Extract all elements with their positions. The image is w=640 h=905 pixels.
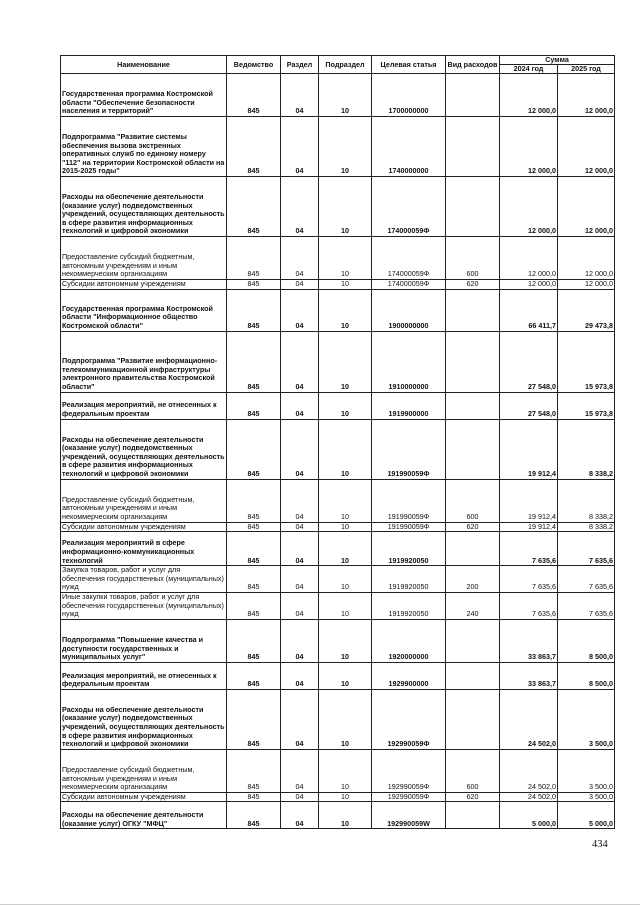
row-sum-2024: 7 635,6 <box>500 566 558 593</box>
row-subsection: 10 <box>319 392 372 419</box>
row-dept: 845 <box>227 392 281 419</box>
row-dept: 845 <box>227 479 281 522</box>
row-name: Иные закупки товаров, работ и услуг для обеспечения государственных (муниципальных) нужд <box>61 592 227 619</box>
row-section: 04 <box>281 689 319 749</box>
row-target: 1910000000 <box>372 331 446 392</box>
row-sum-2024: 12 000,0 <box>500 117 558 177</box>
row-exp-type <box>446 117 500 177</box>
row-target: 192990059Ф <box>372 689 446 749</box>
row-subsection: 10 <box>319 532 372 566</box>
row-target: 191990059Ф <box>372 419 446 479</box>
row-dept: 845 <box>227 619 281 662</box>
row-subsection: 10 <box>319 74 372 117</box>
table-row <box>61 619 615 662</box>
row-sum-2025: 12 000,0 <box>558 280 615 290</box>
row-dept: 845 <box>227 592 281 619</box>
row-dept: 845 <box>227 532 281 566</box>
row-target: 1700000000 <box>372 74 446 117</box>
row-sum-2025: 29 473,8 <box>558 289 615 331</box>
row-section: 04 <box>281 566 319 593</box>
header-sum: Сумма <box>500 56 615 65</box>
row-dept: 845 <box>227 566 281 593</box>
row-name: Предоставление субсидий бюджетным, автономным учреждениям и иным некоммерческим организациям <box>61 237 227 280</box>
row-sum-2025: 3 500,0 <box>558 749 615 792</box>
budget-table <box>60 55 615 829</box>
table-row <box>61 419 615 479</box>
row-name: Субсидии автономным учреждениям <box>61 522 227 532</box>
row-section: 04 <box>281 237 319 280</box>
row-exp-type: 600 <box>446 479 500 522</box>
row-dept: 845 <box>227 331 281 392</box>
table-row <box>61 566 615 593</box>
row-sum-2025: 12 000,0 <box>558 177 615 237</box>
table-row <box>61 177 615 237</box>
row-target: 1900000000 <box>372 289 446 331</box>
row-subsection: 10 <box>319 237 372 280</box>
row-subsection: 10 <box>319 117 372 177</box>
row-sum-2025: 8 500,0 <box>558 662 615 689</box>
row-subsection: 10 <box>319 280 372 290</box>
header-name: Наименование <box>61 56 227 74</box>
row-name: Подпрограмма "Развитие системы обеспечения вызова экстренных оперативных служб по единому номеру "112" на территории Костромской области на 2015-2025 годы" <box>61 117 227 177</box>
row-sum-2024: 24 502,0 <box>500 689 558 749</box>
row-sum-2025: 8 338,2 <box>558 522 615 532</box>
header-year-2024: 2024 год <box>500 65 558 74</box>
row-target: 191990059Ф <box>372 522 446 532</box>
row-section: 04 <box>281 532 319 566</box>
row-target: 1919900000 <box>372 392 446 419</box>
row-target: 1920000000 <box>372 619 446 662</box>
row-sum-2024: 12 000,0 <box>500 237 558 280</box>
row-subsection: 10 <box>319 689 372 749</box>
row-dept: 845 <box>227 662 281 689</box>
row-exp-type <box>446 689 500 749</box>
row-subsection: 10 <box>319 479 372 522</box>
header-exp-type: Вид расходов <box>446 56 500 74</box>
row-subsection: 10 <box>319 792 372 802</box>
row-exp-type <box>446 177 500 237</box>
row-section: 04 <box>281 619 319 662</box>
table-row <box>61 289 615 331</box>
row-subsection: 10 <box>319 619 372 662</box>
row-subsection: 10 <box>319 592 372 619</box>
table-row <box>61 802 615 829</box>
row-target: 192990059Ф <box>372 792 446 802</box>
row-sum-2024: 24 502,0 <box>500 749 558 792</box>
row-exp-type: 620 <box>446 280 500 290</box>
row-target: 1919920050 <box>372 532 446 566</box>
row-section: 04 <box>281 117 319 177</box>
row-name: Расходы на обеспечение деятельности (оказание услуг) подведомственных учреждений, осуществляющих деятельность в сфере развития информационных технологий и цифровой экономики <box>61 689 227 749</box>
row-subsection: 10 <box>319 331 372 392</box>
row-name: Предоставление субсидий бюджетным, автономным учреждениям и иным некоммерческим организациям <box>61 749 227 792</box>
row-section: 04 <box>281 802 319 829</box>
table-row <box>61 280 615 290</box>
row-section: 04 <box>281 522 319 532</box>
row-exp-type <box>446 619 500 662</box>
row-sum-2024: 12 000,0 <box>500 177 558 237</box>
row-name: Субсидии автономным учреждениям <box>61 792 227 802</box>
row-subsection: 10 <box>319 802 372 829</box>
row-section: 04 <box>281 419 319 479</box>
row-sum-2024: 24 502,0 <box>500 792 558 802</box>
row-section: 04 <box>281 331 319 392</box>
page-number: 434 <box>592 839 608 850</box>
row-exp-type <box>446 289 500 331</box>
row-target: 1919920050 <box>372 592 446 619</box>
row-section: 04 <box>281 592 319 619</box>
row-section: 04 <box>281 749 319 792</box>
row-dept: 845 <box>227 280 281 290</box>
row-sum-2024: 19 912,4 <box>500 522 558 532</box>
row-target: 192990059W <box>372 802 446 829</box>
row-target: 174000059Ф <box>372 237 446 280</box>
row-target: 1929900000 <box>372 662 446 689</box>
row-name: Подпрограмма "Развитие информационно-телекоммуникационной инфраструктуры электронного правительства Костромской области" <box>61 331 227 392</box>
row-sum-2025: 12 000,0 <box>558 237 615 280</box>
row-sum-2025: 7 635,6 <box>558 566 615 593</box>
table-row <box>61 749 615 792</box>
row-sum-2024: 5 000,0 <box>500 802 558 829</box>
row-section: 04 <box>281 792 319 802</box>
row-dept: 845 <box>227 289 281 331</box>
row-sum-2024: 7 635,6 <box>500 592 558 619</box>
row-subsection: 10 <box>319 566 372 593</box>
row-sum-2025: 7 635,6 <box>558 532 615 566</box>
header-dept: Ведомство <box>227 56 281 74</box>
row-name: Реализация мероприятий в сфере информационно-коммуникационных технологий <box>61 532 227 566</box>
table-row <box>61 592 615 619</box>
row-name: Подпрограмма "Повышение качества и доступности государственных и муниципальных услуг" <box>61 619 227 662</box>
row-dept: 845 <box>227 792 281 802</box>
row-sum-2024: 12 000,0 <box>500 280 558 290</box>
row-sum-2025: 12 000,0 <box>558 117 615 177</box>
row-exp-type <box>446 802 500 829</box>
row-dept: 845 <box>227 237 281 280</box>
row-sum-2024: 27 548,0 <box>500 392 558 419</box>
row-dept: 845 <box>227 117 281 177</box>
row-sum-2025: 8 338,2 <box>558 479 615 522</box>
row-target: 1740000000 <box>372 117 446 177</box>
table-row <box>61 392 615 419</box>
row-section: 04 <box>281 392 319 419</box>
table-row <box>61 689 615 749</box>
row-name: Государственная программа Костромской области "Информационное общество Костромской области" <box>61 289 227 331</box>
row-subsection: 10 <box>319 177 372 237</box>
row-sum-2024: 33 863,7 <box>500 619 558 662</box>
row-section: 04 <box>281 74 319 117</box>
row-sum-2025: 12 000,0 <box>558 74 615 117</box>
row-target: 192990059Ф <box>372 749 446 792</box>
row-sum-2025: 8 338,2 <box>558 419 615 479</box>
row-exp-type <box>446 74 500 117</box>
table-row <box>61 522 615 532</box>
row-sum-2024: 19 912,4 <box>500 479 558 522</box>
table-row <box>61 117 615 177</box>
row-exp-type <box>446 331 500 392</box>
row-subsection: 10 <box>319 289 372 331</box>
row-target: 174000059Ф <box>372 177 446 237</box>
header-year-2025: 2025 год <box>558 65 615 74</box>
table-row <box>61 792 615 802</box>
row-exp-type <box>446 532 500 566</box>
row-sum-2024: 19 912,4 <box>500 419 558 479</box>
row-section: 04 <box>281 662 319 689</box>
row-dept: 845 <box>227 689 281 749</box>
row-exp-type: 200 <box>446 566 500 593</box>
row-exp-type: 620 <box>446 792 500 802</box>
row-sum-2025: 3 500,0 <box>558 689 615 749</box>
row-name: Расходы на обеспечение деятельности (оказание услуг) подведомственных учреждений, осуществляющих деятельность в сфере развития информационных технологий и цифровой экономики <box>61 419 227 479</box>
row-name: Предоставление субсидий бюджетным, автономным учреждениям и иным некоммерческим организациям <box>61 479 227 522</box>
row-subsection: 10 <box>319 419 372 479</box>
row-exp-type <box>446 662 500 689</box>
table-row <box>61 237 615 280</box>
row-section: 04 <box>281 280 319 290</box>
row-dept: 845 <box>227 802 281 829</box>
row-sum-2025: 7 635,6 <box>558 592 615 619</box>
row-exp-type: 600 <box>446 237 500 280</box>
table-row <box>61 662 615 689</box>
row-sum-2024: 12 000,0 <box>500 74 558 117</box>
row-sum-2024: 33 863,7 <box>500 662 558 689</box>
row-exp-type <box>446 419 500 479</box>
table-body <box>61 74 615 829</box>
row-subsection: 10 <box>319 522 372 532</box>
row-dept: 845 <box>227 419 281 479</box>
row-exp-type: 600 <box>446 749 500 792</box>
row-sum-2025: 8 500,0 <box>558 619 615 662</box>
row-subsection: 10 <box>319 662 372 689</box>
header-target: Целевая статья <box>372 56 446 74</box>
header-section: Раздел <box>281 56 319 74</box>
row-target: 1919920050 <box>372 566 446 593</box>
row-exp-type: 620 <box>446 522 500 532</box>
row-section: 04 <box>281 289 319 331</box>
row-name: Реализация мероприятий, не отнесенных к федеральным проектам <box>61 662 227 689</box>
row-dept: 845 <box>227 749 281 792</box>
row-name: Реализация мероприятий, не отнесенных к федеральным проектам <box>61 392 227 419</box>
row-sum-2025: 3 500,0 <box>558 792 615 802</box>
row-name: Расходы на обеспечение деятельности (оказание услуг) подведомственных учреждений, осуществляющих деятельность в сфере развития информационных технологий и цифровой экономики <box>61 177 227 237</box>
table-row <box>61 532 615 566</box>
row-target: 174000059Ф <box>372 280 446 290</box>
row-dept: 845 <box>227 74 281 117</box>
table-row <box>61 74 615 117</box>
row-dept: 845 <box>227 177 281 237</box>
row-sum-2024: 7 635,6 <box>500 532 558 566</box>
row-target: 191990059Ф <box>372 479 446 522</box>
table-row <box>61 479 615 522</box>
table-row <box>61 331 615 392</box>
row-section: 04 <box>281 479 319 522</box>
row-sum-2025: 15 973,8 <box>558 331 615 392</box>
row-name: Государственная программа Костромской области "Обеспечение безопасности населения и территорий" <box>61 74 227 117</box>
row-name: Закупка товаров, работ и услуг для обеспечения государственных (муниципальных) нужд <box>61 566 227 593</box>
row-dept: 845 <box>227 522 281 532</box>
row-name: Субсидии автономным учреждениям <box>61 280 227 290</box>
row-sum-2025: 5 000,0 <box>558 802 615 829</box>
header-subsection: Подраздел <box>319 56 372 74</box>
row-name: Расходы на обеспечение деятельности (оказание услуг) ОГКУ "МФЦ" <box>61 802 227 829</box>
row-exp-type <box>446 392 500 419</box>
row-sum-2024: 66 411,7 <box>500 289 558 331</box>
row-sum-2025: 15 973,8 <box>558 392 615 419</box>
row-section: 04 <box>281 177 319 237</box>
row-exp-type: 240 <box>446 592 500 619</box>
row-sum-2024: 27 548,0 <box>500 331 558 392</box>
row-subsection: 10 <box>319 749 372 792</box>
